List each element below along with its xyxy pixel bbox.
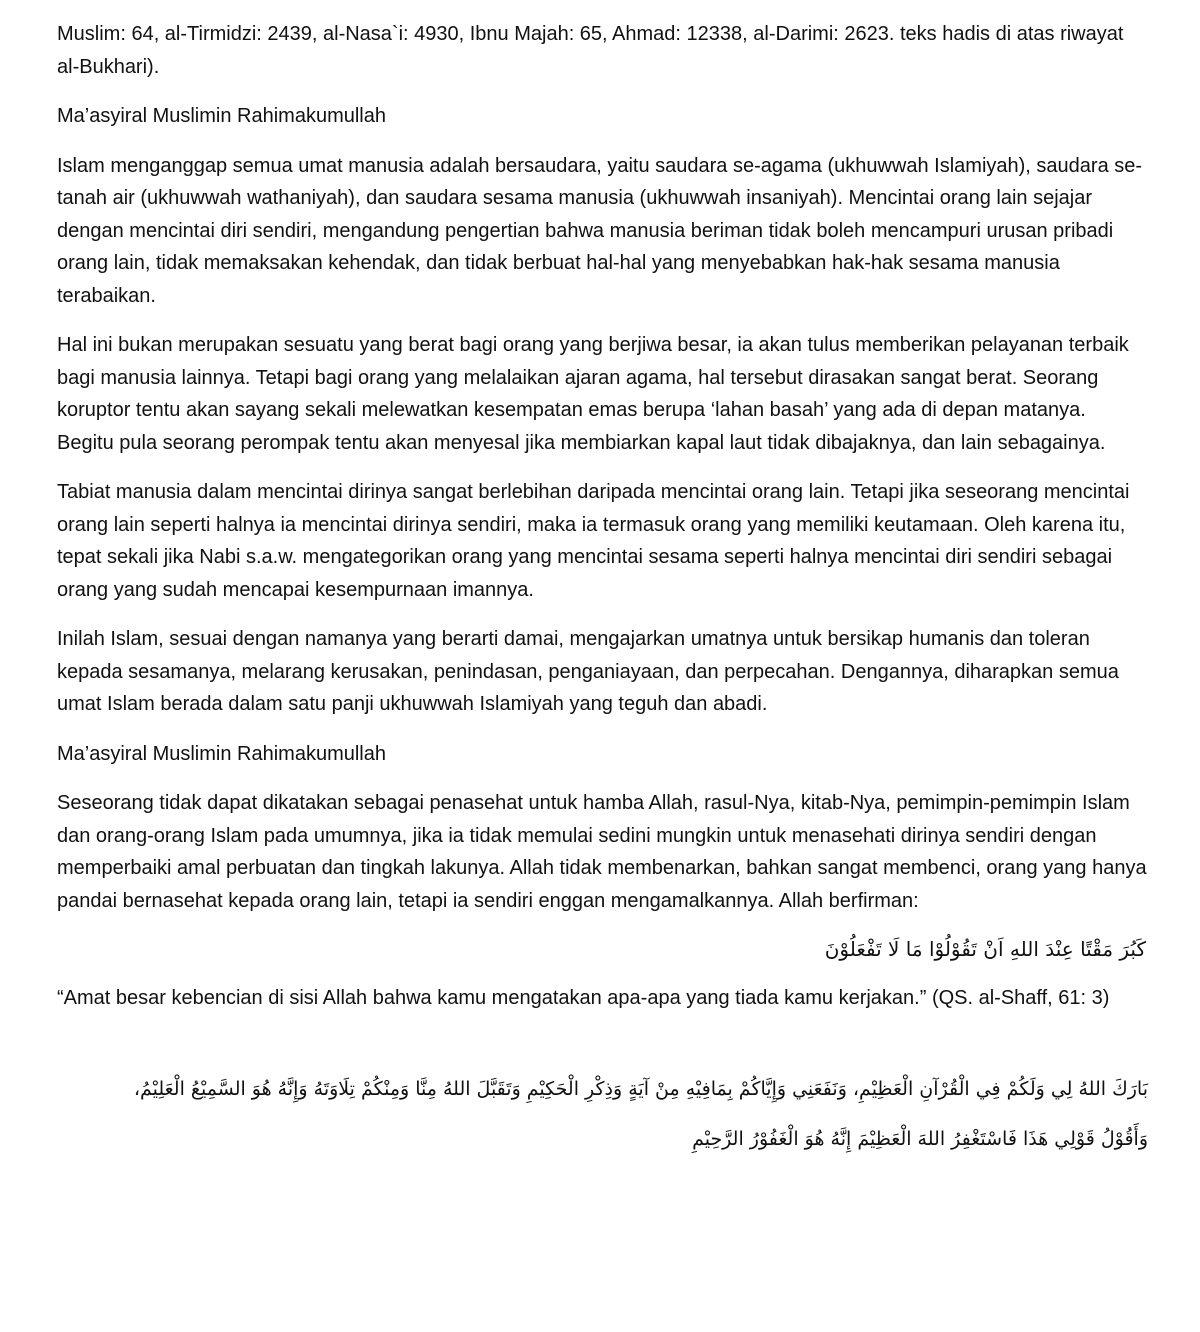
arabic-closing-line-2: وَأَقُوْلُ قَوْلِي هَذَا فَاسْتَغْفِرُ اللهَ الْعَظِيْمَ إِنَّهُ هُوَ الْغَفُوْرُ الرَّحِيْمِ xyxy=(692,1127,1148,1150)
verse-translation: “Amat besar kebencian di sisi Allah bahwa kamu mengatakan apa-apa yang tiada kamu kerjakan.” (QS. al-Shaff, 61: 3) xyxy=(57,987,1110,1009)
arabic-closing-prayer xyxy=(57,1073,1148,1155)
arabic-verse: كَبُرَ مَقْتًا عِنْدَ اللهِ اَنْ تَقُوْلُوْا مَا لَا تَفْعَلُوْنَ xyxy=(824,937,1146,961)
paragraph-brotherhood: Islam menganggap semua umat manusia adalah bersaudara, yaitu saudara se-agama (ukhuwwah Islamiyah), saudara se-tanah air (ukhuwwah wathaniyah), dan saudara sesama manusia (ukhuwwah insaniyah). Mencintai orang lain sejajar dengan mencintai diri sendiri, mengandung pengertian bahwa manusia beriman tidak boleh mencampuri urusan pribadi orang lain, tidak memaksakan kehendak, dan tidak berbuat hal-hal yang menyebabkan hak-hak sesama manusia terabaikan. xyxy=(57,154,1143,307)
section-heading-2: Ma’asyiral Muslimin Rahimakumullah xyxy=(57,742,386,765)
paragraph-islam-peace: Inilah Islam, sesuai dengan namanya yang berarti damai, mengajarkan umatnya untuk bersikap humanis dan toleran kepada sesamanya, melarang kerusakan, penindasan, penganiayaan, dan perpecahan. Dengannya, diharapkan semua umat Islam berada dalam satu panji ukhuwwah Islamiyah yang teguh dan abadi. xyxy=(57,628,1119,715)
paragraph-hadith-reference: Muslim: 64, al-Tirmidzi: 2439, al-Nasa`i: 4930, Ibnu Majah: 65, Ahmad: 12338, al-Darimi: 2623. teks hadis di atas riwayat al-Bukhari). xyxy=(57,23,1124,78)
section-heading-1: Ma’asyiral Muslimin Rahimakumullah xyxy=(57,105,386,127)
arabic-closing-line-1: بَارَكَ اللهُ لِي وَلَكُمْ فِي الْقُرْآنِ الْعَظِيْمِ، وَنَفَعَنِي وَإِيَّاكُمْ بِمَافِيْهِ مِنْ آيَةٍ وَذِكْرِ الْحَكِيْمِ وَتَقَبَّلَ اللهُ مِنَّا وَمِنْكُمْ تِلَاوَتَهُ وَإِنَّهُ هُوَ السَّمِيْعُ الْعَلِيْمُ، xyxy=(133,1077,1148,1100)
paragraph-great-soul: Hal ini bukan merupakan sesuatu yang berat bagi orang yang berjiwa besar, ia akan tulus memberikan pelayanan terbaik bagi manusia lainnya. Tetapi bagi orang yang melalaikan ajaran agama, hal tersebut dirasakan sangat berat. Seorang koruptor tentu akan sayang sekali melewatkan kesempatan emas berupa ‘lahan basah’ yang ada di depan matanya. Begitu pula seorang perompak tentu akan menyesal jika membiarkan kapal laut tidak dibajaknya, dan lain sebagainya. xyxy=(57,334,1129,454)
paragraph-advisor: Seseorang tidak dapat dikatakan sebagai penasehat untuk hamba Allah, rasul-Nya, kitab-Nya, pemimpin-pemimpin Islam dan orang-orang Islam pada umumnya, jika ia tidak memulai sedini mungkin untuk menasehati dirinya sendiri dengan memperbaiki amal perbuatan dan tingkah lakunya. Allah tidak membenarkan, bahkan sangat membenci, orang yang hanya pandai bernasehat kepada orang lain, tetapi ia sendiri enggan mengamalkannya. Allah berfirman: xyxy=(57,792,1147,912)
paragraph-human-nature: Tabiat manusia dalam mencintai dirinya sangat berlebihan daripada mencintai orang lain. Tetapi jika seseorang mencintai orang lain seperti halnya ia mencintai dirinya sendiri, maka ia termasuk orang yang memiliki keutamaan. Oleh karena itu, tepat sekali jika Nabi s.a.w. mengategorikan orang yang mencintai sesama seperti halnya mencintai diri sendiri sebagai orang yang sudah mencapai kesempurnaan imannya. xyxy=(57,481,1130,601)
